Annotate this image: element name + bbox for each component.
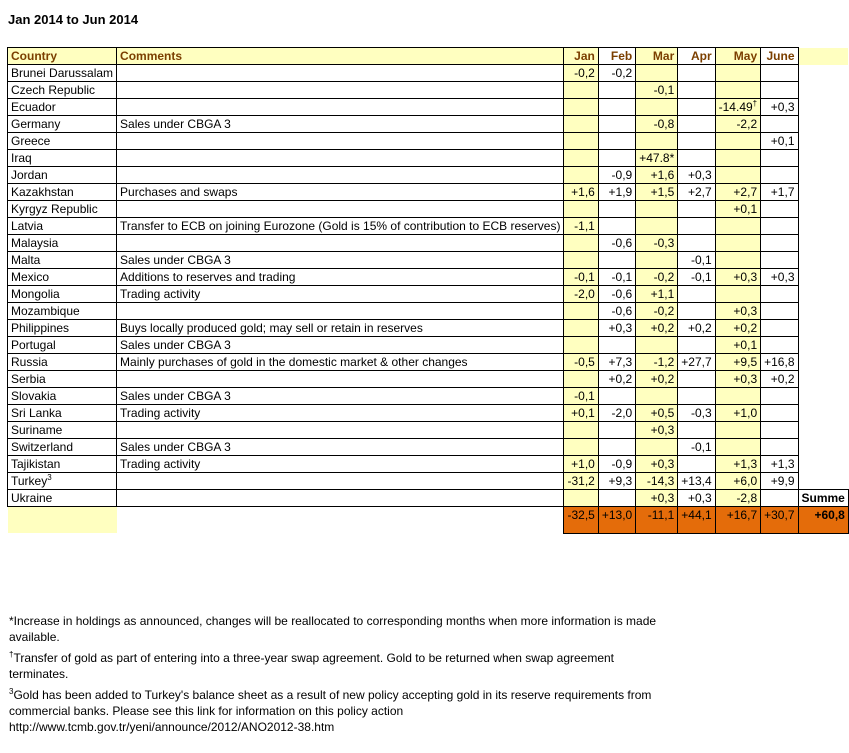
value-cell-feb [598,116,635,133]
value-cell-mar: +0,5 [636,405,678,422]
table-row-latvia [8,218,849,235]
table-row-portugal [8,337,849,354]
comment-cell: Transfer to ECB on joining Eurozone (Gold is 15% of contribution to ECB reserves) [117,218,564,235]
comment-cell: Trading activity [117,405,564,422]
table-row-turkey [8,473,849,490]
country-cell: Philippines [8,320,117,337]
value-cell-mar [636,218,678,235]
table-row-mexico [8,269,849,286]
value-cell-june [761,150,798,167]
value-cell-june: +0,3 [761,99,798,116]
total-cell-feb: +13,0 [598,507,635,534]
value-cell-mar [636,201,678,218]
footnotes [9,613,669,740]
country-cell: Portugal [8,337,117,354]
footnote-dagger: †Transfer of gold as part of entering into a three-year swap agreement. Gold to be returned when swap agreement terminates. [9,650,615,681]
value-cell-may [715,286,760,303]
value-cell-feb [598,133,635,150]
value-cell-may: +0,3 [715,371,760,388]
value-cell-june: +0,1 [761,133,798,150]
table-row-iraq [8,150,849,167]
value-cell-jan: +1,0 [564,456,598,473]
value-cell-mar: +0,3 [636,490,678,507]
value-cell-june [761,235,798,252]
comment-cell: Sales under CBGA 3 [117,116,564,133]
value-cell-apr [678,422,715,439]
value-cell-feb [598,422,635,439]
value-cell-may [715,252,760,269]
value-cell-june: +1,3 [761,456,798,473]
value-cell-feb [598,201,635,218]
comment-cell [117,303,564,320]
table-row-tajikistan [8,456,849,473]
value-cell-apr: +2,7 [678,184,715,201]
value-cell-apr [678,99,715,116]
value-cell-mar [636,388,678,405]
value-cell-mar [636,439,678,456]
comment-cell [117,490,564,507]
value-cell-june [761,439,798,456]
country-cell: Ukraine [8,490,117,507]
value-cell-may [715,422,760,439]
summe-value: +60,8 [798,507,848,534]
value-cell-mar: -0,1 [636,82,678,99]
value-cell-feb: -0,6 [598,235,635,252]
value-cell-feb: -0,6 [598,286,635,303]
value-cell-feb: +1,9 [598,184,635,201]
value-cell-apr: +13,4 [678,473,715,490]
value-cell-jan [564,150,598,167]
value-cell-june [761,218,798,235]
comment-cell [117,99,564,116]
value-cell-mar [636,252,678,269]
header-comments: Comments [117,48,564,65]
comment-cell: Trading activity [117,286,564,303]
value-cell-jan: -1,1 [564,218,598,235]
value-cell-may [715,218,760,235]
value-cell-mar: +1,5 [636,184,678,201]
table-row-kyrgyz-republic [8,201,849,218]
value-cell-jan [564,422,598,439]
country-cell: Iraq [8,150,117,167]
country-cell: Russia [8,354,117,371]
value-cell-mar: +0,3 [636,422,678,439]
country-cell: Czech Republic [8,82,117,99]
value-cell-may: -2,8 [715,490,760,507]
value-cell-feb [598,337,635,354]
value-cell-june: +0,2 [761,371,798,388]
value-cell-june [761,65,798,82]
footnote-asterisk: *Increase in holdings as announced, changes will be reallocated to corresponding months when more information is made available. [9,614,657,644]
value-cell-apr: +0,3 [678,490,715,507]
value-cell-feb [598,99,635,116]
comment-cell: Sales under CBGA 3 [117,337,564,354]
value-cell-june: +1,7 [761,184,798,201]
value-cell-jan: -0,2 [564,65,598,82]
value-cell-apr [678,456,715,473]
value-cell-may [715,65,760,82]
country-cell: Greece [8,133,117,150]
value-cell-jan [564,201,598,218]
value-cell-june [761,167,798,184]
footnote-turkey: $^3$Gold has been added to Turkey's balance sheet as a result of new policy accepting gold in its reserve requirements from commercial banks. Please see this link for information on this policy action http://www.tcmb.gov.tr/yeni/announce/2012/ANO2012-38.htm [9,687,652,734]
value-cell-apr [678,218,715,235]
table-row-czech-republic [8,82,849,99]
table-row-mozambique [8,303,849,320]
value-cell-may: +0,3 [715,303,760,320]
table-row-mongolia [8,286,849,303]
value-cell-mar: +1,6 [636,167,678,184]
value-cell-may: +1,3 [715,456,760,473]
total-cell-apr: +44,1 [678,507,715,534]
value-cell-apr [678,116,715,133]
value-cell-june: +9,9 [761,473,798,490]
value-cell-may [715,133,760,150]
header-mar: Mar [636,48,678,65]
value-cell-feb [598,150,635,167]
table-row-serbia [8,371,849,388]
comment-cell: Sales under CBGA 3 [117,439,564,456]
value-cell-feb [598,439,635,456]
value-cell-mar [636,337,678,354]
value-cell-feb: -0,1 [598,269,635,286]
value-cell-jan [564,82,598,99]
value-cell-jan [564,490,598,507]
comment-cell [117,201,564,218]
value-cell-apr: +27,7 [678,354,715,371]
value-cell-june: +16,8 [761,354,798,371]
table-row-ecuador [8,99,849,116]
value-cell-may [715,82,760,99]
value-cell-jan [564,371,598,388]
total-cell-june: +30,7 [761,507,798,534]
comment-cell [117,133,564,150]
value-cell-mar: +0,3 [636,456,678,473]
country-cell: Malaysia [8,235,117,252]
value-cell-may: +6,0 [715,473,760,490]
table-row-germany [8,116,849,133]
value-cell-mar: +0,2 [636,371,678,388]
value-cell-mar [636,133,678,150]
value-cell-jan: -2,0 [564,286,598,303]
comment-cell: Mainly purchases of gold in the domestic market & other changes [117,354,564,371]
country-cell: Ecuador [8,99,117,116]
value-cell-apr [678,201,715,218]
value-cell-feb: +7,3 [598,354,635,371]
table-row-brunei-darussalam [8,65,849,82]
value-cell-may: -2,2 [715,116,760,133]
value-cell-jan: -0,1 [564,269,598,286]
comment-cell [117,82,564,99]
header-country: Country [8,48,117,65]
value-cell-mar: +1,1 [636,286,678,303]
country-cell: Suriname [8,422,117,439]
value-cell-june [761,422,798,439]
value-cell-apr [678,388,715,405]
value-cell-june: +0,3 [761,269,798,286]
totals-row [8,507,849,534]
header-jan: Jan [564,48,598,65]
value-cell-may: +0,1 [715,201,760,218]
comment-cell [117,65,564,82]
header-feb: Feb [598,48,635,65]
value-cell-may: +2,7 [715,184,760,201]
value-cell-apr [678,235,715,252]
value-cell-may [715,150,760,167]
value-cell-mar [636,65,678,82]
gold-holdings-table [7,47,849,534]
value-cell-jan [564,99,598,116]
value-cell-apr [678,82,715,99]
comment-cell [117,150,564,167]
value-cell-jan: +0,1 [564,405,598,422]
comment-cell: Purchases and swaps [117,184,564,201]
value-cell-apr: +0,3 [678,167,715,184]
value-cell-apr: -0,1 [678,252,715,269]
value-cell-mar: -0,8 [636,116,678,133]
value-cell-jan: -0,1 [564,388,598,405]
value-cell-jan [564,252,598,269]
value-cell-apr: -0,1 [678,439,715,456]
value-cell-feb: -0,9 [598,167,635,184]
table-row-jordan [8,167,849,184]
value-cell-mar [636,99,678,116]
value-cell-mar: +47.8* [636,150,678,167]
value-cell-feb: -2,0 [598,405,635,422]
value-cell-jan [564,116,598,133]
value-cell-feb [598,252,635,269]
value-cell-june [761,388,798,405]
comment-cell: Buys locally produced gold; may sell or retain in reserves [117,320,564,337]
comment-cell: Additions to reserves and trading [117,269,564,286]
table-row-switzerland [8,439,849,456]
summe-label: Summe [798,490,848,507]
value-cell-june [761,116,798,133]
value-cell-may: +1,0 [715,405,760,422]
value-cell-apr [678,65,715,82]
value-cell-jan: -31,2 [564,473,598,490]
value-cell-apr: -0,3 [678,405,715,422]
value-cell-may: +0,1 [715,337,760,354]
comment-cell: Sales under CBGA 3 [117,252,564,269]
value-cell-feb: -0,9 [598,456,635,473]
total-cell-jan: -32,5 [564,507,598,534]
value-cell-jan [564,167,598,184]
value-cell-jan [564,303,598,320]
value-cell-apr [678,133,715,150]
country-cell: Tajikistan [8,456,117,473]
page-title: Jan 2014 to Jun 2014 [8,12,139,27]
value-cell-apr [678,150,715,167]
value-cell-apr: -0,1 [678,269,715,286]
value-cell-jan [564,133,598,150]
value-cell-jan [564,337,598,354]
table-row-malaysia [8,235,849,252]
value-cell-june [761,286,798,303]
value-cell-feb [598,218,635,235]
value-cell-june [761,405,798,422]
table-row-slovakia [8,388,849,405]
value-cell-mar: -0,2 [636,269,678,286]
value-cell-apr: +0,2 [678,320,715,337]
footnote-link[interactable]: http://www.tcmb.gov.tr/yeni/announce/2012/ANO2012-38.htm [9,720,335,734]
value-cell-jan [564,439,598,456]
value-cell-may: +0,3 [715,269,760,286]
value-cell-feb: -0,6 [598,303,635,320]
value-cell-feb: +0,3 [598,320,635,337]
comment-cell [117,422,564,439]
country-cell: Latvia [8,218,117,235]
comment-cell [117,371,564,388]
table-row-russia [8,354,849,371]
value-cell-june [761,337,798,354]
country-cell: Mozambique [8,303,117,320]
value-cell-feb [598,82,635,99]
value-cell-june [761,201,798,218]
value-cell-apr [678,337,715,354]
table-row-kazakhstan [8,184,849,201]
value-cell-jan: -0,5 [564,354,598,371]
comment-cell [117,167,564,184]
table-row-malta [8,252,849,269]
country-cell: Malta [8,252,117,269]
header-apr: Apr [678,48,715,65]
value-cell-jan: +1,6 [564,184,598,201]
value-cell-june [761,303,798,320]
value-cell-feb [598,490,635,507]
value-cell-mar: -14,3 [636,473,678,490]
value-cell-may: +0,2 [715,320,760,337]
value-cell-may: +9,5 [715,354,760,371]
value-cell-may [715,439,760,456]
country-cell: Slovakia [8,388,117,405]
country-cell: Turkey$^3$ [8,473,117,490]
header-may: May [715,48,760,65]
value-cell-june [761,82,798,99]
country-cell: Sri Lanka [8,405,117,422]
comment-cell [117,473,564,490]
value-cell-apr [678,303,715,320]
table-row-suriname [8,422,849,439]
value-cell-may [715,167,760,184]
value-cell-mar: -0,2 [636,303,678,320]
value-cell-jan [564,235,598,252]
value-cell-feb: +0,2 [598,371,635,388]
value-cell-apr [678,371,715,388]
value-cell-june [761,490,798,507]
value-cell-feb [598,388,635,405]
country-cell: Jordan [8,167,117,184]
value-cell-may: -14.49† [715,99,760,116]
comment-cell: Sales under CBGA 3 [117,388,564,405]
country-cell: Switzerland [8,439,117,456]
table-row-greece [8,133,849,150]
header-june: June [761,48,798,65]
value-cell-feb: +9,3 [598,473,635,490]
table-row-ukraine [8,490,849,507]
total-cell-may: +16,7 [715,507,760,534]
value-cell-apr [678,286,715,303]
value-cell-may [715,235,760,252]
value-cell-mar: -0,3 [636,235,678,252]
country-cell: Serbia [8,371,117,388]
country-cell: Kazakhstan [8,184,117,201]
comment-cell [117,235,564,252]
value-cell-june [761,320,798,337]
comment-cell: Trading activity [117,456,564,473]
value-cell-may [715,388,760,405]
table-row-philippines [8,320,849,337]
value-cell-mar: -1,2 [636,354,678,371]
total-cell-mar: -11,1 [636,507,678,534]
country-cell: Germany [8,116,117,133]
value-cell-mar: +0,2 [636,320,678,337]
country-cell: Mexico [8,269,117,286]
table-header-row [8,48,849,65]
value-cell-jan [564,320,598,337]
value-cell-feb: -0,2 [598,65,635,82]
country-cell: Mongolia [8,286,117,303]
country-cell: Brunei Darussalam [8,65,117,82]
country-cell: Kyrgyz Republic [8,201,117,218]
table-row-sri-lanka [8,405,849,422]
value-cell-june [761,252,798,269]
